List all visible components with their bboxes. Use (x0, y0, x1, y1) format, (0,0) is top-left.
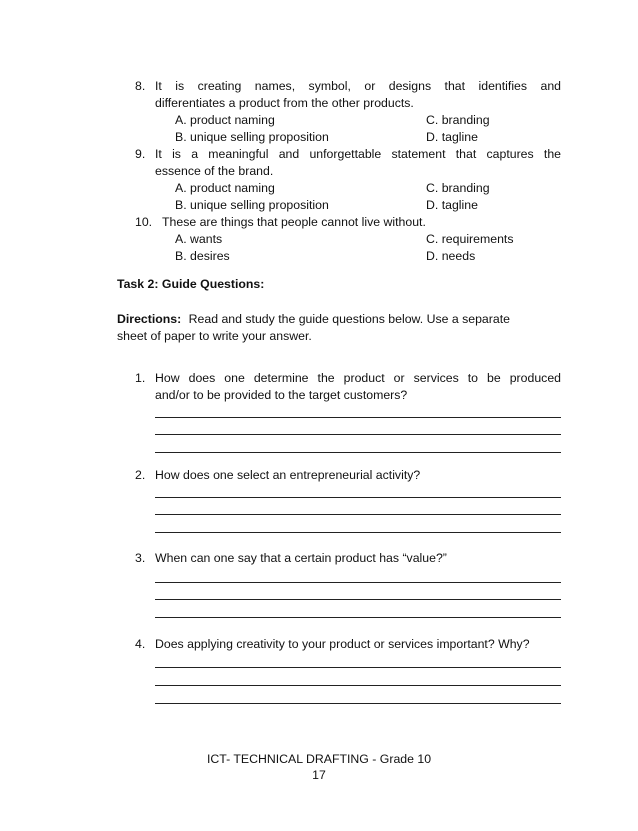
footer-title: ICT- TECHNICAL DRAFTING - Grade 10 (206, 752, 432, 766)
question-text: When can one say that a certain product has “value?” (155, 551, 447, 565)
answer-line[interactable] (155, 497, 561, 498)
question-number: 1. (135, 371, 146, 385)
mcq-option-d: D. needs (426, 249, 476, 263)
mcq-stem-line: essence of the brand. (155, 164, 274, 178)
mcq-number: 10. (135, 215, 153, 229)
answer-line[interactable] (155, 532, 561, 533)
page-number: 17 (312, 768, 326, 782)
mcq-option-a: A. product naming (175, 181, 275, 195)
answer-line[interactable] (155, 667, 561, 668)
mcq-option-d: D. tagline (426, 130, 478, 144)
mcq-option-b: B. unique selling proposition (175, 130, 329, 144)
question-number: 2. (135, 468, 146, 482)
directions-paragraph (117, 312, 510, 326)
question-text: Does applying creativity to your product or services important? Why? (155, 637, 530, 651)
answer-line[interactable] (155, 617, 561, 618)
answer-line[interactable] (155, 685, 561, 686)
mcq-option-a: A. wants (175, 232, 223, 246)
answer-line[interactable] (155, 434, 561, 435)
question-text: How does one determine the product or services to be produced (155, 371, 561, 385)
mcq-stem-line: It is creating names, symbol, or designs that identifies and (155, 79, 561, 93)
mcq-option-c: C. branding (426, 181, 490, 195)
mcq-number: 8. (135, 79, 146, 93)
mcq-stem-line: It is a meaningful and unforgettable statement that captures the (155, 147, 561, 161)
answer-line[interactable] (155, 514, 561, 515)
mcq-stem-line: differentiates a product from the other products. (155, 96, 414, 110)
question-number: 3. (135, 551, 146, 565)
answer-line[interactable] (155, 582, 561, 583)
mcq-option-c: C. branding (426, 113, 490, 127)
mcq-option-c: C. requirements (426, 232, 514, 246)
mcq-number: 9. (135, 147, 146, 161)
directions-line: sheet of paper to write your answer. (117, 329, 312, 343)
question-text: and/or to be provided to the target customers? (155, 388, 408, 402)
directions-text: Read and study the guide questions below. Use a separate (188, 312, 510, 326)
answer-line[interactable] (155, 452, 561, 453)
mcq-option-a: A. product naming (175, 113, 275, 127)
mcq-option-b: B. unique selling proposition (175, 198, 329, 212)
directions-label: Directions: (117, 312, 182, 326)
answer-line[interactable] (155, 599, 561, 600)
task-heading: Task 2: Guide Questions: (117, 277, 265, 291)
question-text: How does one select an entrepreneurial activity? (155, 468, 421, 482)
mcq-option-d: D. tagline (426, 198, 478, 212)
answer-line[interactable] (155, 417, 561, 418)
question-number: 4. (135, 637, 146, 651)
mcq-stem-line: These are things that people cannot live without. (162, 215, 426, 229)
mcq-option-b: B. desires (175, 249, 230, 263)
answer-line[interactable] (155, 703, 561, 704)
